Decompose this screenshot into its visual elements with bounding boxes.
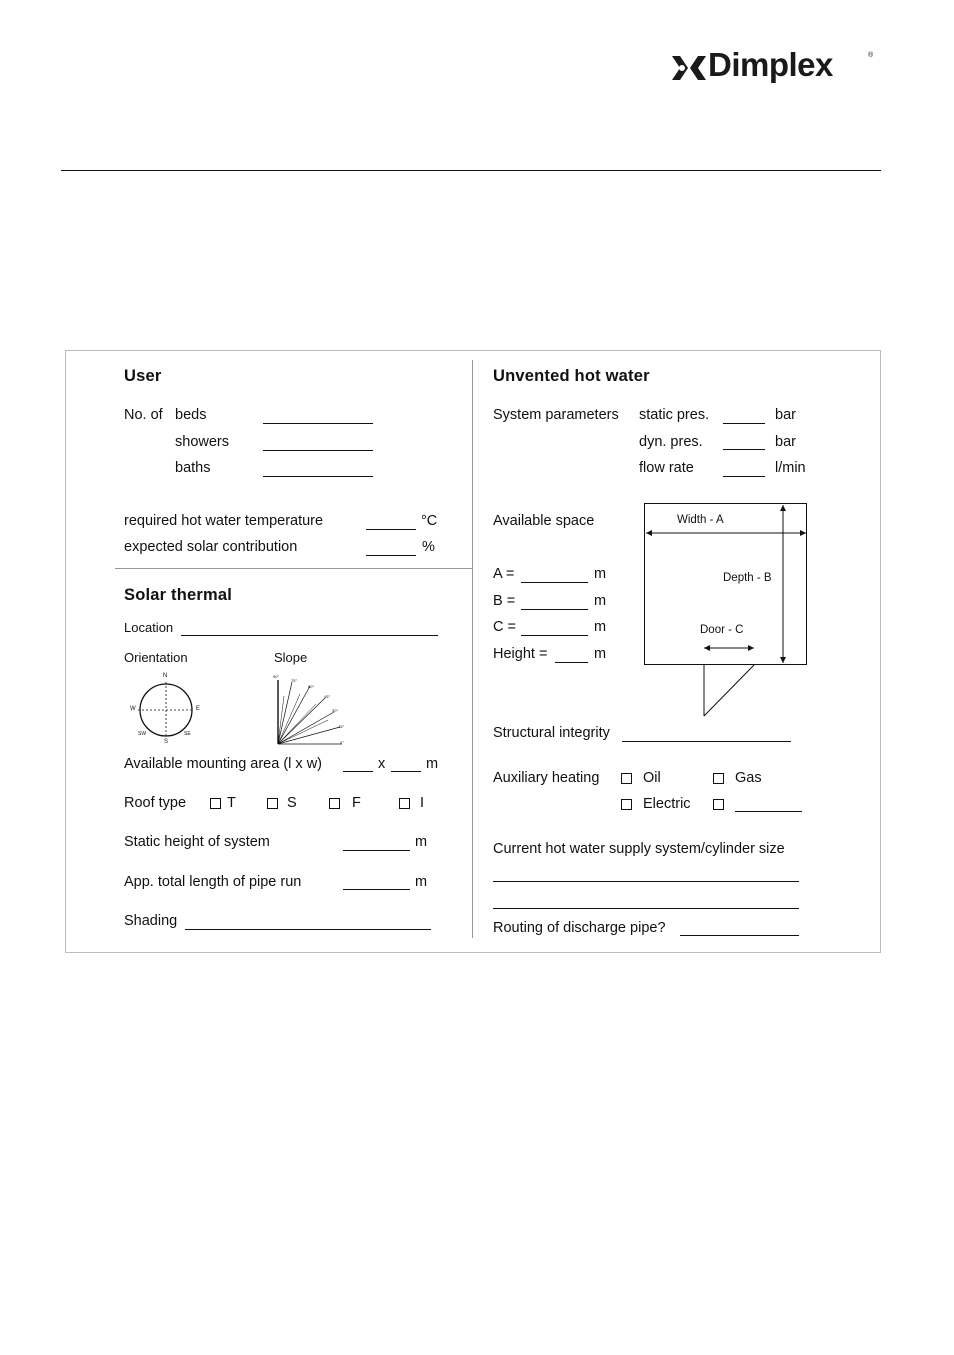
system-params-label: System parameters	[493, 407, 619, 423]
structural-field[interactable]	[622, 741, 791, 742]
space-diagram-drawing	[640, 498, 812, 720]
baths-field[interactable]	[263, 476, 373, 477]
c-field[interactable]	[521, 635, 588, 636]
solar-contribution-label: expected solar contribution	[124, 539, 298, 555]
roof-t-label: T	[227, 795, 236, 811]
available-space-label: Available space	[493, 513, 595, 529]
roof-s-checkbox[interactable]	[267, 798, 278, 809]
slope-0: 0°	[340, 740, 344, 745]
structural-label: Structural integrity	[493, 725, 610, 741]
routing-label: Routing of discharge pipe?	[493, 920, 666, 936]
compass-se: SE	[184, 731, 191, 737]
pipe-run-field[interactable]	[343, 889, 410, 890]
mount-unit: m	[426, 756, 439, 772]
baths-label: baths	[175, 460, 211, 476]
solar-heading: Solar thermal	[124, 586, 233, 604]
roof-f-checkbox[interactable]	[329, 798, 340, 809]
pipe-run-unit: m	[415, 874, 428, 890]
required-temp-field[interactable]	[366, 529, 416, 530]
shading-label: Shading	[124, 913, 178, 929]
b-unit: m	[594, 593, 607, 609]
location-label: Location	[124, 620, 174, 635]
dimplex-logo-text: Dimplex	[708, 46, 833, 83]
roof-i-label: I	[420, 795, 425, 811]
compass-w: W	[130, 706, 136, 712]
section-divider	[115, 568, 472, 569]
roof-s-label: S	[287, 795, 297, 811]
beds-field[interactable]	[263, 423, 373, 424]
temp-unit: °C	[421, 513, 438, 529]
required-temp-label: required hot water temperature	[124, 513, 324, 529]
roof-type-label: Roof type	[124, 795, 187, 811]
static-pres-label: static pres.	[639, 407, 710, 423]
compass-sw: SW	[138, 731, 147, 737]
slope-label: Slope	[274, 650, 308, 665]
roof-i-checkbox[interactable]	[399, 798, 410, 809]
compass-n: N	[163, 673, 168, 679]
dyn-pres-label: dyn. pres.	[639, 434, 703, 450]
other-checkbox[interactable]	[713, 799, 724, 810]
static-pres-field[interactable]	[723, 423, 765, 424]
flow-rate-field[interactable]	[723, 476, 765, 477]
compass-s: S	[164, 739, 169, 745]
slope-15: 15°	[338, 724, 345, 729]
beds-label: beds	[175, 407, 207, 423]
height-field[interactable]	[555, 662, 588, 663]
oil-checkbox[interactable]	[621, 773, 632, 784]
b-label: B =	[493, 593, 516, 609]
pipe-run-label: App. total length of pipe run	[124, 874, 302, 890]
width-a-label: Width - A	[677, 514, 724, 526]
a-field[interactable]	[521, 582, 588, 583]
no-of-label: No. of	[124, 407, 163, 423]
slope-90: 90°	[273, 674, 280, 679]
electric-label: Electric	[643, 796, 691, 812]
current-supply-label: Current hot water supply system/cylinder size	[493, 841, 785, 857]
static-height-label: Static height of system	[124, 834, 270, 850]
solar-unit: %	[422, 539, 435, 555]
roof-f-label: F	[352, 795, 361, 811]
flow-rate-unit: l/min	[775, 460, 806, 476]
showers-field[interactable]	[263, 450, 373, 451]
orientation-label: Orientation	[124, 650, 188, 665]
b-field[interactable]	[521, 609, 588, 610]
current-supply-field-1[interactable]	[493, 881, 799, 882]
location-field[interactable]	[181, 635, 438, 636]
slope-30: 30°	[332, 708, 339, 713]
routing-field[interactable]	[680, 935, 799, 936]
height-label: Height =	[493, 646, 548, 662]
shading-field[interactable]	[185, 929, 431, 930]
static-height-unit: m	[415, 834, 428, 850]
mount-area-label: Available mounting area (l x w)	[124, 756, 322, 772]
gas-checkbox[interactable]	[713, 773, 724, 784]
depth-b-label: Depth - B	[723, 572, 772, 584]
height-unit: m	[594, 646, 607, 662]
showers-label: showers	[175, 434, 229, 450]
slope-45: 45°	[324, 694, 331, 699]
header-rule	[61, 170, 881, 171]
door-c-label: Door - C	[700, 624, 744, 636]
a-unit: m	[594, 566, 607, 582]
compass-e: E	[196, 706, 201, 712]
dyn-pres-unit: bar	[775, 434, 796, 450]
mount-x: x	[378, 756, 386, 772]
dyn-pres-field[interactable]	[723, 449, 765, 450]
dimplex-logo-mark-icon	[670, 52, 708, 84]
slope-60: 60°	[308, 684, 315, 689]
c-label: C =	[493, 619, 516, 635]
mount-width-field[interactable]	[391, 771, 421, 772]
slope-75: 75°	[291, 678, 298, 683]
flow-rate-label: flow rate	[639, 460, 694, 476]
other-heating-field[interactable]	[735, 811, 802, 812]
unvented-heading: Unvented hot water	[493, 367, 650, 385]
static-height-field[interactable]	[343, 850, 410, 851]
oil-label: Oil	[643, 770, 661, 786]
current-supply-field-2[interactable]	[493, 908, 799, 909]
mount-length-field[interactable]	[343, 771, 373, 772]
registered-mark: ®	[868, 52, 874, 59]
roof-t-checkbox[interactable]	[210, 798, 221, 809]
electric-checkbox[interactable]	[621, 799, 632, 810]
c-unit: m	[594, 619, 607, 635]
solar-contribution-field[interactable]	[366, 555, 416, 556]
aux-heating-label: Auxiliary heating	[493, 770, 600, 786]
a-label: A =	[493, 566, 515, 582]
column-divider	[472, 360, 473, 938]
gas-label: Gas	[735, 770, 762, 786]
user-heading: User	[124, 367, 162, 385]
static-pres-unit: bar	[775, 407, 796, 423]
